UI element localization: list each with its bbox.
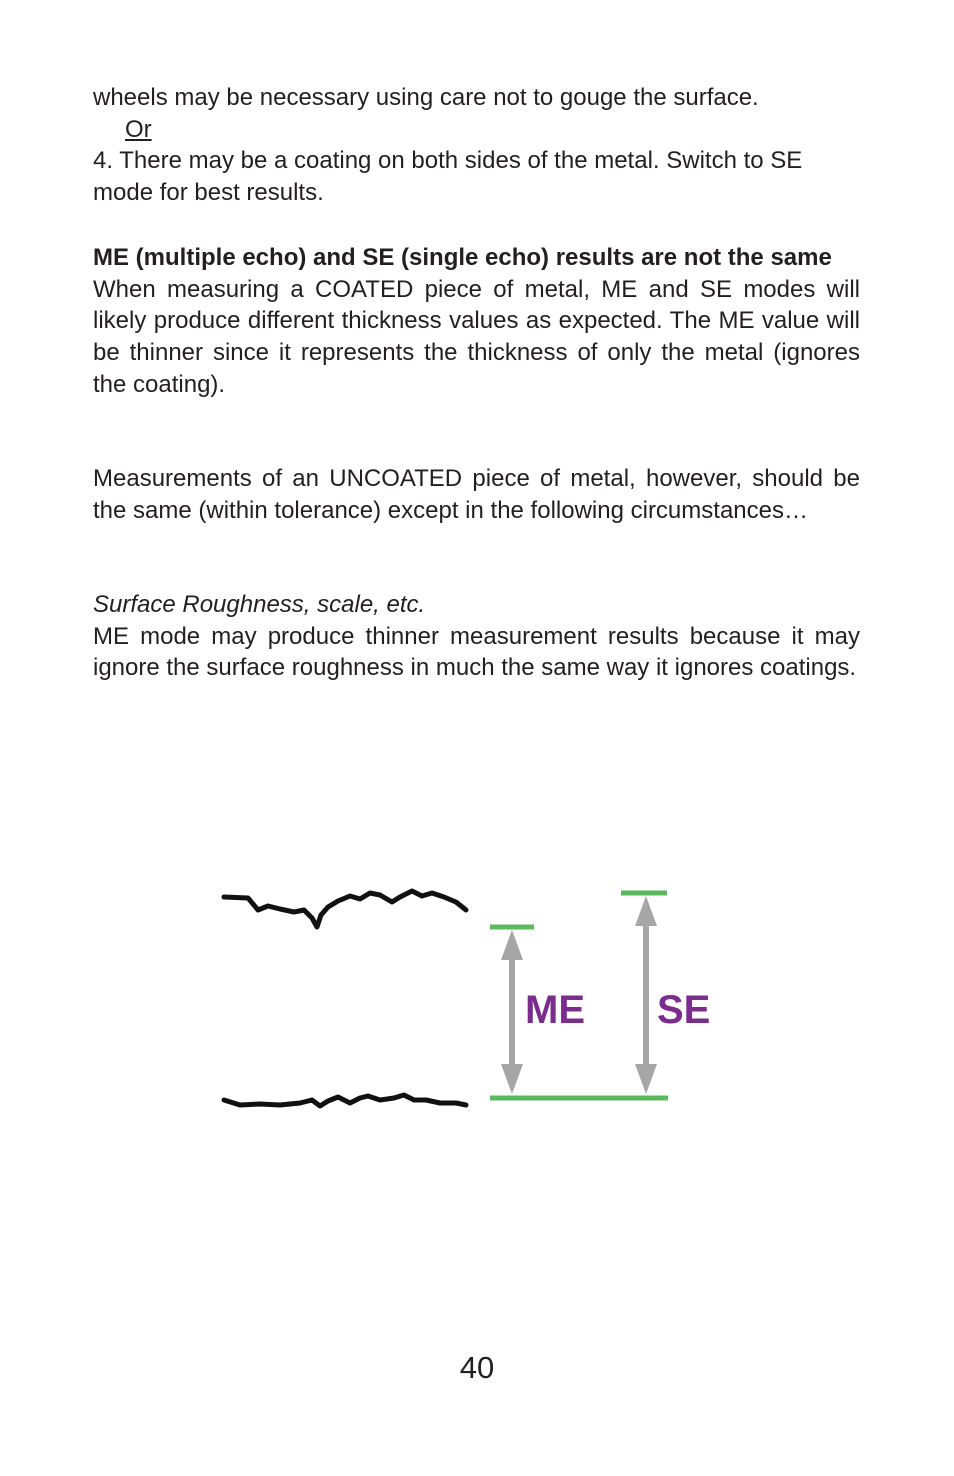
continuation-text: wheels may be necessary using care not to gouge the surface. bbox=[93, 84, 759, 111]
section-heading: ME (multiple echo) and SE (single echo) results are not the same bbox=[93, 244, 832, 271]
se-arrow bbox=[635, 896, 657, 1094]
me-label: ME bbox=[525, 988, 585, 1032]
rough-bottom-surface bbox=[224, 1095, 466, 1106]
roughness-subheading: Surface Roughness, scale, etc. bbox=[93, 591, 426, 618]
page-number: 40 bbox=[459, 1350, 495, 1385]
coated-paragraph: When measuring a COATED piece of metal, ME and SE modes will likely produce different thickness values as expected. The ME value will be thinner since it represents the thickness of only the metal (ignores the coating). bbox=[93, 275, 860, 398]
roughness-section bbox=[93, 589, 860, 684]
uncoated-paragraph: Measurements of an UNCOATED piece of metal, however, should be the same (within tolerance) except in the following circumstances… bbox=[93, 465, 860, 524]
roughness-paragraph: ME mode may produce thinner measurement results because it may ignore the surface roughness in much the same way it ignores coatings. bbox=[93, 622, 860, 682]
or-separator: Or bbox=[125, 115, 152, 143]
me-arrow bbox=[501, 930, 523, 1094]
manual-body bbox=[93, 82, 860, 209]
se-label: SE bbox=[657, 988, 711, 1032]
item-4-text: 4. There may be a coating on both sides of the metal. Switch to SE mode for best results. bbox=[93, 147, 803, 207]
rough-top-surface bbox=[224, 891, 466, 927]
me-se-section bbox=[93, 242, 860, 401]
me-se-thickness-diagram bbox=[200, 860, 740, 1140]
